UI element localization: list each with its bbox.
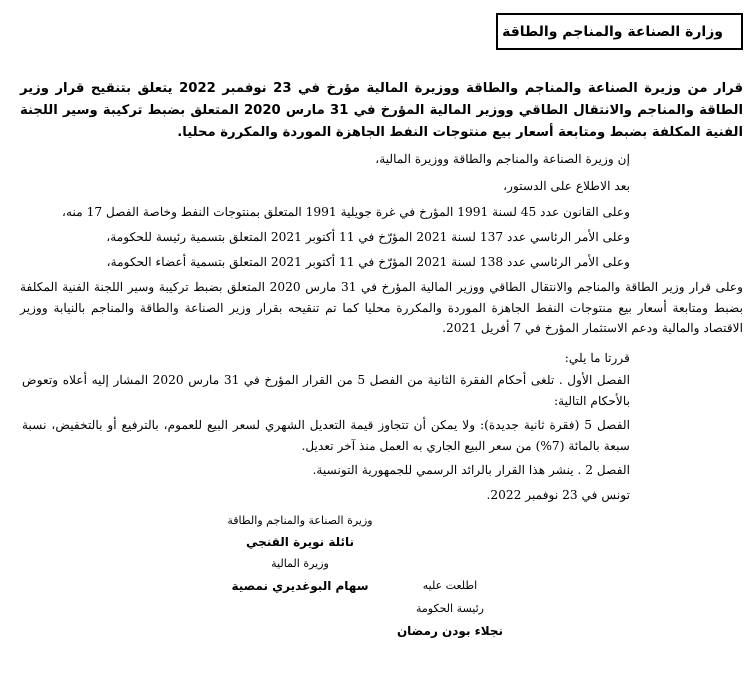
pm-title: رئيسة الحكومة (416, 602, 484, 615)
decided-heading: قررتا ما يلي: (564, 351, 630, 365)
article-2: الفصل 2 . ينشر هذا القرار بالرائد الرسمي للجمهورية التونسية. (312, 463, 630, 477)
seen-label: اطلعت عليه (422, 579, 478, 592)
preamble-intro: إن وزيرة الصناعة والمناجم والطاقة ووزيرة المالية، (375, 152, 630, 166)
minister1-name: نائلة نويرة القنجي (245, 535, 355, 549)
place-date: تونس في 23 نوفمبر 2022. (486, 488, 630, 502)
visa-decree-137: وعلى الأمر الرئاسي عدد 137 لسنة 2021 المؤرّخ في 11 أكتوبر 2021 المتعلق بتسمية رئيسة للحكومة، (106, 230, 630, 244)
minister2-title: وزيرة المالية (271, 557, 329, 570)
visa-decree-138: وعلى الأمر الرئاسي عدد 138 لسنة 2021 المؤرّخ في 11 أكتوبر 2021 المتعلق بتسمية أعضاء الحكومة، (106, 255, 630, 269)
pm-name: نجلاء بودن رمضان (396, 624, 504, 638)
decree-title: قرار من وزيرة الصناعة والمناجم والطاقة ووزيرة المالية مؤرخ في 23 نوفمبر 2022 يتعلق بتنقيح قرار وزير الطاقة والمناجم والانتقال الطاقي ووزير المالية المؤرخ في 31 مارس 2020 المتعلق بضبط تركيبة وسير اللجنة الفنية المكلفة بضبط ومتابعة أسعار بيع منتوجات النفط الجاهزة الموردة والمكررة محليا. (20, 81, 743, 140)
visa-decision: وعلى قرار وزير الطاقة والمناجم والانتقال الطاقي ووزير المالية المؤرخ في 31 مارس 2020 المتعلق بضبط تركيبة وسير اللجنة الفنية المكلفة بضبط ومتابعة أسعار بيع منتوجات النفط الجاهزة الموردة والمكررة محليا كما تم تنقيحه بقرار وزير الصناعة والطاقة والمناجم بالنيابة ووزير الاقتصاد والمالية ودعم الاستثمار المؤرخ في 7 أفريل 2021. (20, 280, 744, 335)
minister1-title: وزيرة الصناعة والمناجم والطاقة (227, 514, 373, 527)
visa-law: وعلى القانون عدد 45 لسنة 1991 المؤرخ في غرة جويلية 1991 المتعلق بمنتوجات النفط وخاصة الفصل 17 منه، (62, 205, 630, 219)
article-1: الفصل الأول . تلغى أحكام الفقرة الثانية من الفصل 5 من القرار المؤرخ في 31 مارس 2020 المشار إليه أعلاه وتعوض بالأحكام التالية: (22, 373, 630, 408)
article-1-new-paragraph: الفصل 5 (فقرة ثانية جديدة): ولا يمكن أن تتجاوز قيمة التعديل الشهري لسعر البيع للعموم، بالترفيع أو بالتخفيض، نسبة سبعة بالمائة (7%) من سعر البيع الجاري به العمل منذ آخر تعديل. (22, 418, 631, 453)
ministry-name: وزارة الصناعة والمناجم والطاقة (502, 23, 723, 40)
ministry-header-box (496, 13, 743, 50)
visa-constitution: بعد الاطلاع على الدستور، (503, 179, 630, 193)
minister2-name: سهام البوغديري نمصية (231, 579, 369, 593)
